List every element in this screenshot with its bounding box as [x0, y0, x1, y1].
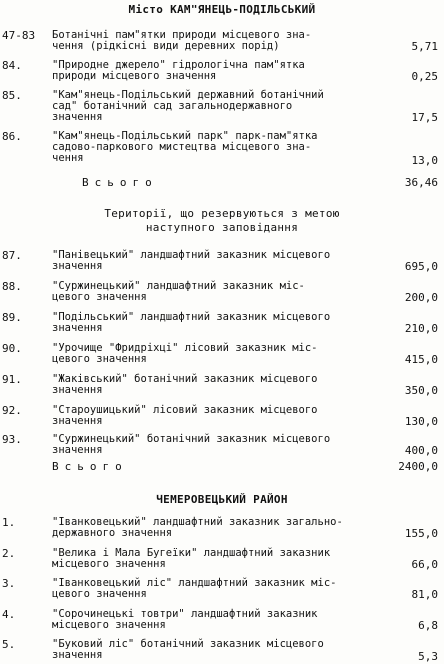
- entry-text: "Буковий ліс" ботанічний заказник місцевого значення: [52, 638, 324, 661]
- entry-text: "Природне джерело" гідрологічна пам"ятка природи місцевого значення: [52, 59, 305, 82]
- entry-number: 93.: [2, 433, 22, 446]
- entry-number: 85.: [2, 89, 22, 102]
- entry-number: 4.: [2, 608, 16, 621]
- entry-text: "Панівецький" ландшафтний заказник місцевого значення: [52, 249, 331, 272]
- entry-text: "Подільський" ландшафтний заказник місцевого значення: [52, 311, 331, 334]
- entry-number: 2.: [2, 547, 16, 560]
- entry-value: 0,25: [411, 70, 438, 83]
- entry-value: 200,0: [404, 291, 438, 304]
- entry-number: 47-83: [2, 29, 36, 42]
- entry-value: 695,0: [404, 260, 438, 273]
- entry-value: 415,0: [404, 353, 438, 366]
- entry-value: 17,5: [411, 111, 438, 124]
- entry-number: 90.: [2, 342, 22, 355]
- entry-number: 89.: [2, 311, 22, 324]
- entry-value: 13,0: [411, 154, 438, 167]
- entry-text: "Іванковецький" ландшафтний заказник загально- державного значення: [52, 516, 343, 539]
- entry-number: 92.: [2, 404, 22, 417]
- entry-text: "Кам"янець-Подільський державний ботанічний сад" ботанічний сад загальнодержавного значення: [52, 89, 324, 123]
- entry-number: 5.: [2, 638, 16, 651]
- entry-text: "Кам"янець-Подільський парк" парк-пам"ятка садово-паркового мистецтва місцевого зна- чення: [52, 130, 318, 164]
- total-value: 36,46: [404, 176, 438, 189]
- district-heading: ЧЕМЕРОВЕЦЬКИЙ РАЙОН: [156, 493, 288, 506]
- entry-value: 5,71: [411, 40, 438, 53]
- reserve-heading-line2: наступного заповідання: [145, 221, 299, 234]
- entry-value: 130,0: [404, 415, 438, 428]
- total-label: Всього: [52, 460, 128, 473]
- entry-value: 6,8: [418, 619, 438, 632]
- entry-number: 3.: [2, 577, 16, 590]
- reserve-heading-line1: Території, що резервуються з метою: [104, 207, 340, 220]
- entry-value: 210,0: [404, 322, 438, 335]
- entry-value: 155,0: [404, 527, 438, 540]
- entry-text: "Суржинецький" ландшафтний заказник міс- цевого значення: [52, 280, 305, 303]
- entry-text: Ботанічні пам"ятки природи місцевого зна- чення (рідкісні види деревних порід): [52, 29, 312, 52]
- entry-text: "Сорочинецькі товтри" ландшафтний заказник місцевого значення: [52, 608, 318, 631]
- entry-text: "Жаківський" ботанічний заказник місцевого значення: [52, 373, 318, 396]
- entry-value: 66,0: [411, 558, 438, 571]
- entry-text: "Велика і Мала Бугеїки" ландшафтний заказник місцевого значення: [52, 547, 331, 570]
- city-heading: Місто КАМ"ЯНЕЦЬ-ПОДІЛЬСЬКИЙ: [128, 3, 316, 16]
- total-value: 2400,0: [398, 460, 438, 473]
- entry-text: "Іванковецький ліс" ландшафтний заказник міс- цевого значення: [52, 577, 337, 600]
- entry-value: 81,0: [411, 588, 438, 601]
- entry-text: "Староушицький" лісовий заказник місцевого значення: [52, 404, 318, 427]
- entry-number: 88.: [2, 280, 22, 293]
- entry-text: "Урочище "Фридріхці" лісовий заказник міс- цевого значення: [52, 342, 318, 365]
- entry-number: 87.: [2, 249, 22, 262]
- total-label: Всього: [82, 176, 158, 189]
- entry-text: "Суржинецький" ботанічний заказник місцевого значення: [52, 433, 331, 456]
- entry-number: 84.: [2, 59, 22, 72]
- entry-value: 350,0: [404, 384, 438, 397]
- entry-number: 91.: [2, 373, 22, 386]
- entry-number: 86.: [2, 130, 22, 143]
- entry-number: 1.: [2, 516, 16, 529]
- entry-value: 5,3: [418, 650, 438, 663]
- entry-value: 400,0: [404, 444, 438, 457]
